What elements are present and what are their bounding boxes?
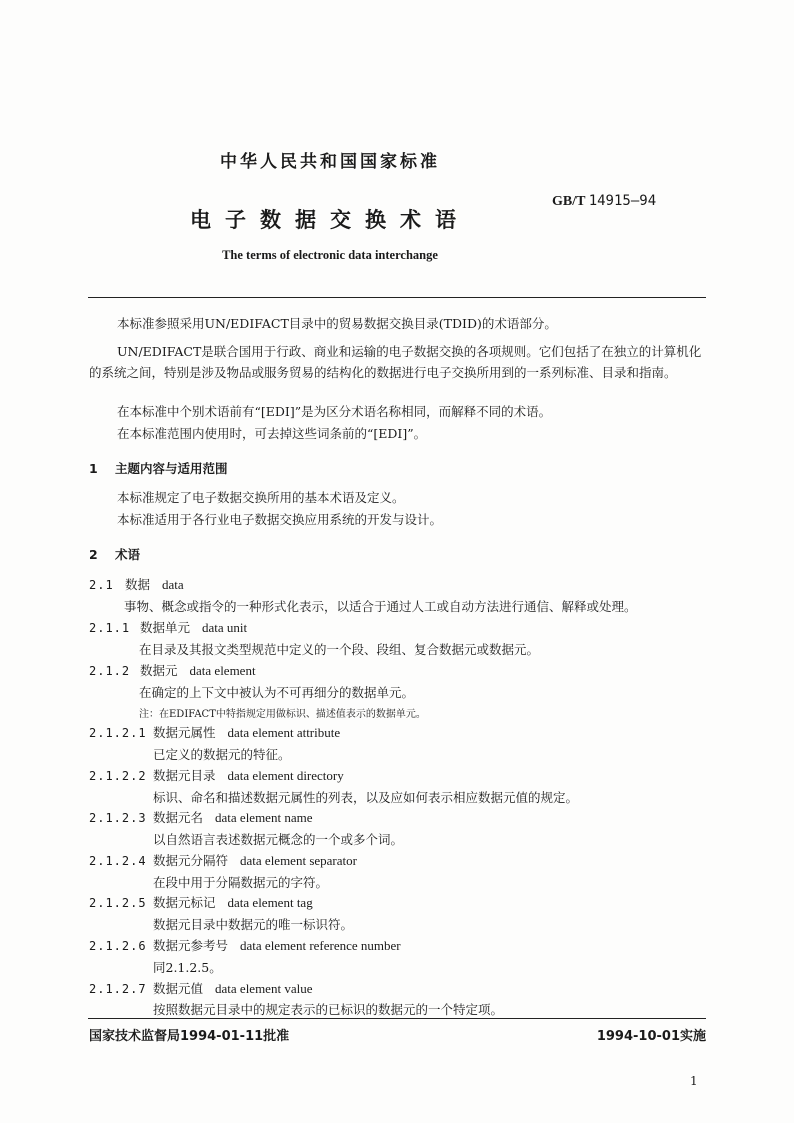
term-definition: 在确定的上下文中被认为不可再细分的数据单元。 <box>139 685 415 700</box>
term-zh: 数据元分隔符 <box>153 853 229 868</box>
term-zh: 数据元名 <box>153 810 204 825</box>
term-en: data element reference number <box>240 938 401 953</box>
term-zh: 数据元值 <box>153 981 204 996</box>
section-title: 主题内容与适用范围 <box>115 461 228 476</box>
term-en: data element value <box>215 981 313 996</box>
term-number: 2.1.2.5 <box>89 896 147 910</box>
term-entry <box>89 893 313 911</box>
term-entry <box>89 808 312 826</box>
intro-paragraph-2: UN/EDIFACT是联合国用于行政、商业和运输的电子数据交换的各项规则。它们包括了在独立的计算机化的系统之间，特别是涉及物品或服务贸易的结构化的数据进行电子交换所用到的一系列标准、目录和指南。 <box>89 344 702 380</box>
page-number: 1 <box>690 1074 698 1088</box>
term-entry <box>89 979 312 997</box>
term-number: 2.1.2.7 <box>89 982 147 996</box>
term-en: data unit <box>202 620 248 635</box>
section-1-paragraph-2: 本标准适用于各行业电子数据交换应用系统的开发与设计。 <box>117 512 443 527</box>
section-number: 2 <box>89 547 98 562</box>
term-definition: 数据元目录中数据元的唯一标识符。 <box>153 917 354 932</box>
term-entry <box>89 936 401 954</box>
intro-paragraph-3: 在本标准中个别术语前有“[EDI]”是为区分术语名称相同，而解释不同的术语。 <box>117 404 552 419</box>
term-number: 2.1.2.1 <box>89 726 147 740</box>
term-en: data <box>162 577 184 592</box>
term-zh: 数据元目录 <box>153 768 216 783</box>
term-zh: 数据元 <box>140 663 178 678</box>
term-number: 2.1.1 <box>89 621 131 635</box>
document-title-en: The terms of electronic data interchange <box>222 248 438 262</box>
term-definition: 已定义的数据元的特征。 <box>153 747 291 762</box>
term-zh: 数据元参考号 <box>153 938 229 953</box>
term-entry <box>89 575 184 593</box>
intro-paragraph-4: 在本标准范围内使用时，可去掉这些词条前的“[EDI]”。 <box>117 426 427 441</box>
term-number: 2.1.2.6 <box>89 939 147 953</box>
section-title: 术语 <box>115 547 141 562</box>
document-title: 电子数据交换术语 <box>190 208 470 232</box>
section-2-heading <box>89 545 140 563</box>
intro-paragraph-1: 本标准参照采用UN/EDIFACT目录中的贸易数据交换目录(TDID)的术语部分。 <box>117 316 557 331</box>
section-1-paragraph-1: 本标准规定了电子数据交换所用的基本术语及定义。 <box>117 490 405 505</box>
standard-number: 14915—94 <box>588 193 657 209</box>
term-en: data element <box>189 663 256 678</box>
standard-prefix: GB/T <box>552 194 586 209</box>
term-number: 2.1.2.3 <box>89 811 147 825</box>
term-definition: 以自然语言表述数据元概念的一个或多个词。 <box>153 832 404 847</box>
term-zh: 数据单元 <box>140 620 191 635</box>
term-definition: 同2.1.2.5。 <box>153 960 222 975</box>
term-entry <box>89 766 344 784</box>
term-entry <box>89 661 256 679</box>
org-title: 中华人民共和国国家标准 <box>220 152 440 172</box>
term-en: data element attribute <box>227 725 341 740</box>
term-number: 2.1 <box>89 578 114 592</box>
term-number: 2.1.2.2 <box>89 769 147 783</box>
term-zh: 数据 <box>125 577 151 592</box>
term-entry <box>89 618 247 636</box>
term-number: 2.1.2 <box>89 664 131 678</box>
section-1-heading <box>89 459 228 477</box>
term-entry <box>89 851 357 869</box>
term-definition: 事物、概念或指令的一种形式化表示，以适合于通过人工或自动方法进行通信、解释或处理。 <box>124 599 637 614</box>
section-number: 1 <box>89 461 98 476</box>
term-en: data element directory <box>227 768 344 783</box>
term-definition: 在目录及其报文类型规范中定义的一个段、段组、复合数据元或数据元。 <box>139 642 540 657</box>
term-entry <box>89 723 340 741</box>
term-number: 2.1.2.4 <box>89 854 147 868</box>
effective-date: 1994-10-01实施 <box>596 1029 706 1044</box>
top-divider <box>88 297 706 298</box>
term-en: data element tag <box>227 895 313 910</box>
approval-line: 国家技术监督局1994-01-11批准 <box>89 1029 290 1044</box>
term-definition: 标识、命名和描述数据元属性的列表，以及应如何表示相应数据元值的规定。 <box>153 790 579 805</box>
term-note: 注：在EDIFACT中特指规定用做标识、描述值表示的数据单元。 <box>139 709 426 720</box>
term-definition: 在段中用于分隔数据元的字符。 <box>153 875 329 890</box>
term-en: data element name <box>215 810 313 825</box>
bottom-divider <box>88 1018 706 1019</box>
term-en: data element separator <box>240 853 357 868</box>
term-definition: 按照数据元目录中的规定表示的已标识的数据元的一个特定项。 <box>153 1002 504 1017</box>
term-zh: 数据元标记 <box>153 895 216 910</box>
term-zh: 数据元属性 <box>153 725 216 740</box>
